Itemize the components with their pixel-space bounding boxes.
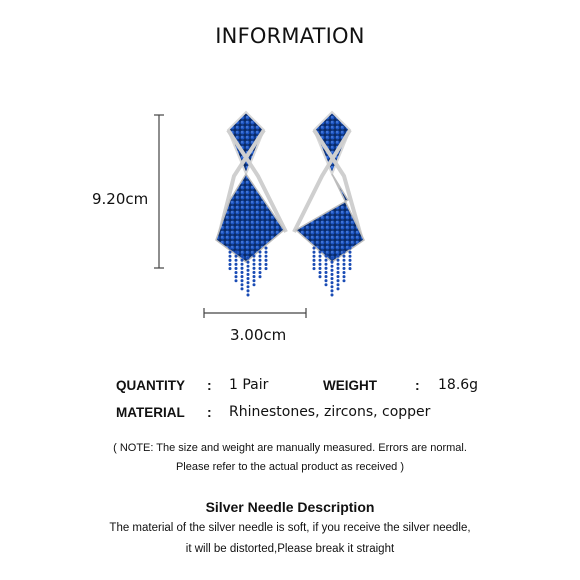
material-separator: : bbox=[207, 404, 212, 420]
weight-value: 18.6g bbox=[438, 377, 479, 393]
note-line-2: Please refer to the actual product as received ) bbox=[175, 461, 405, 473]
needle-section-title: Silver Needle Description bbox=[205, 499, 375, 515]
right-earring bbox=[294, 112, 364, 296]
material-value: Rhinestones, zircons, copper bbox=[229, 404, 431, 420]
quantity-separator: : bbox=[207, 377, 212, 393]
page-title: INFORMATION bbox=[215, 24, 365, 48]
height-dimension-line bbox=[154, 115, 164, 268]
width-label: 3.00cm bbox=[230, 326, 287, 344]
left-earring bbox=[216, 112, 286, 296]
quantity-value: 1 Pair bbox=[229, 377, 269, 393]
width-dimension-line bbox=[204, 308, 306, 318]
quantity-label: QUANTITY bbox=[116, 378, 185, 393]
weight-label: WEIGHT bbox=[323, 378, 377, 393]
note-line-1: ( NOTE: The size and weight are manually measured. Errors are normal. bbox=[113, 442, 467, 454]
needle-description-line-1: The material of the silver needle is soft, if you receive the silver needle, bbox=[109, 522, 471, 534]
height-label: 9.20cm bbox=[92, 190, 149, 208]
material-label: MATERIAL bbox=[116, 405, 185, 420]
weight-separator: : bbox=[415, 377, 420, 393]
needle-description-line-2: it will be distorted,Please break it straight bbox=[185, 543, 395, 555]
